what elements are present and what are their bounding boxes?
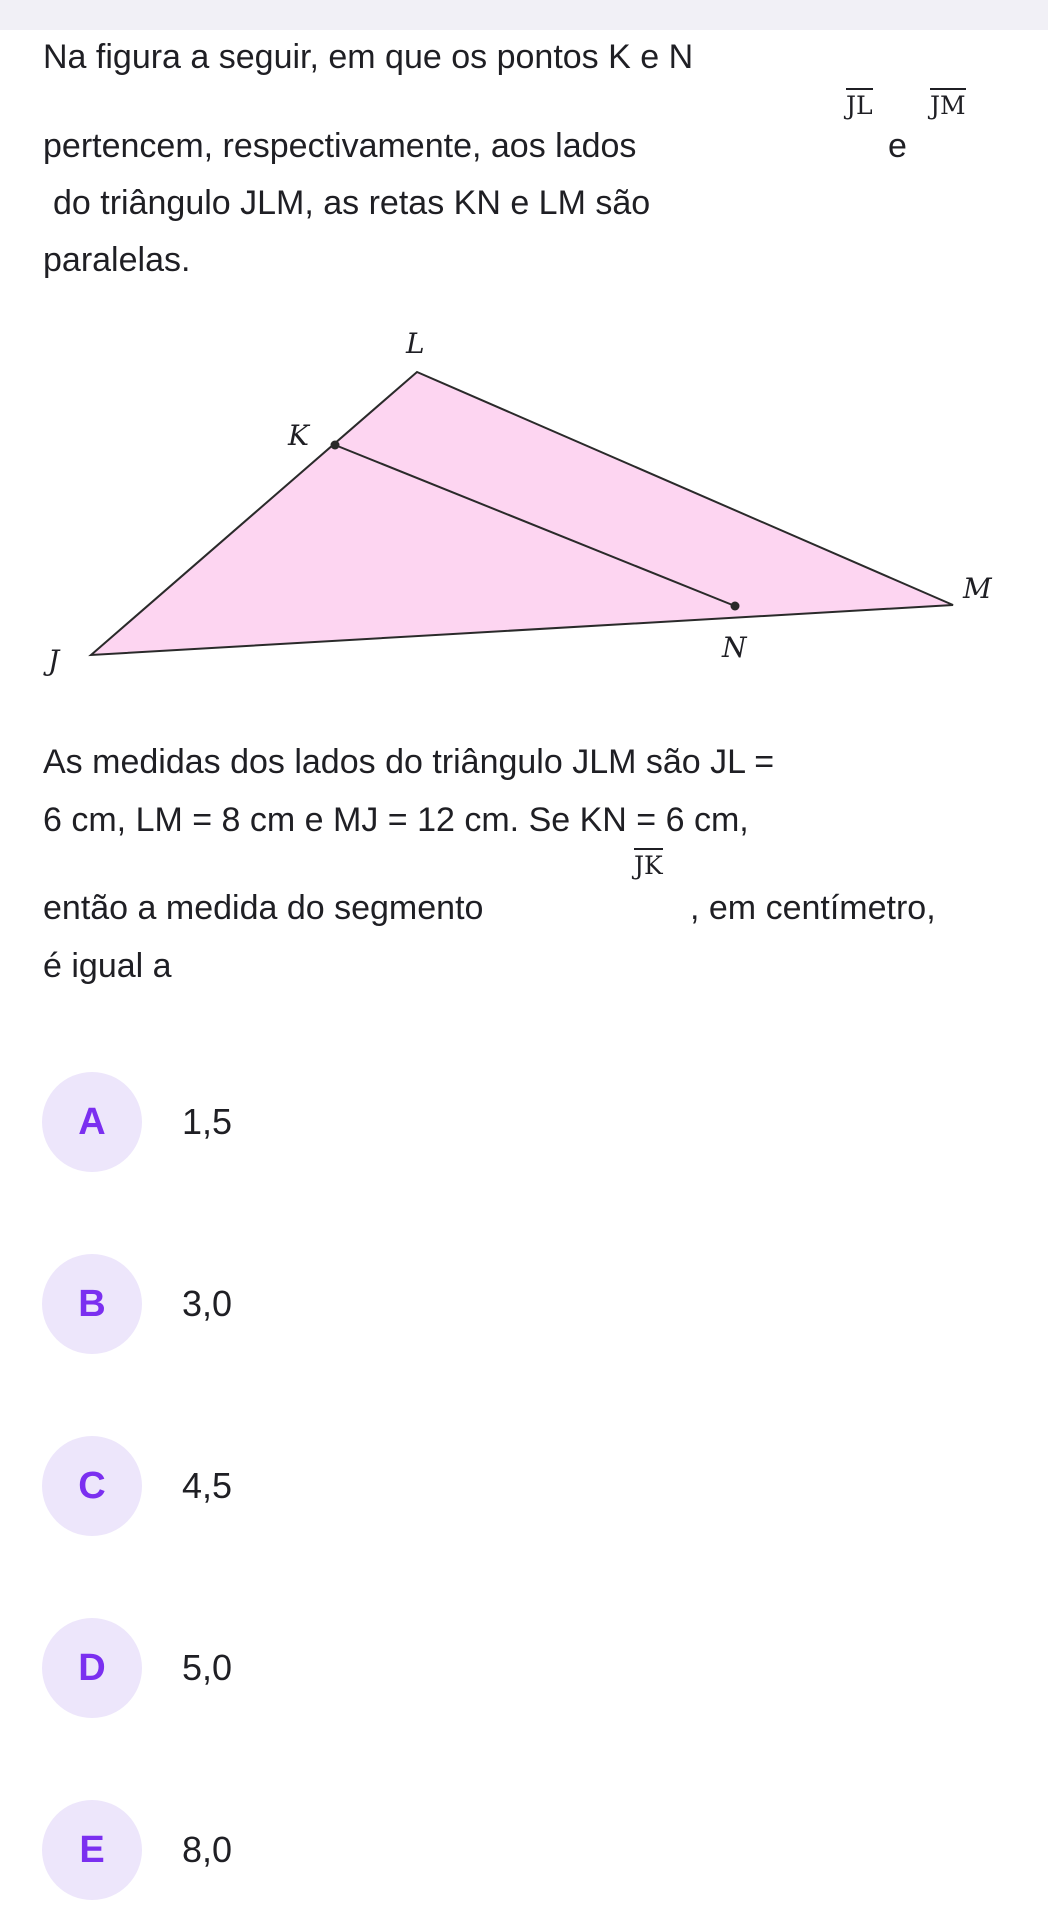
triangle-jlm	[91, 372, 953, 655]
segment-jm: JM	[930, 92, 966, 120]
question-line-2a: pertencem, respectivamente, aos lados	[43, 127, 637, 165]
label-l: L	[406, 327, 425, 360]
label-k: K	[288, 419, 309, 452]
label-m: M	[963, 572, 992, 605]
label-n: N	[722, 631, 747, 664]
option-e-text: 8,0	[182, 1829, 233, 1870]
option-b[interactable]	[42, 1254, 642, 1354]
option-b-letter: B	[42, 1254, 142, 1354]
option-c[interactable]	[42, 1436, 642, 1536]
point-n	[731, 602, 740, 611]
segment-jl: JL	[846, 92, 873, 120]
option-a-letter: A	[42, 1072, 142, 1172]
segment-jk: JK	[634, 852, 663, 880]
option-b-text: 3,0	[182, 1283, 233, 1324]
option-a[interactable]	[42, 1072, 642, 1172]
option-a-text: 1,5	[182, 1101, 233, 1142]
question-line-2b: e	[888, 127, 907, 165]
option-d-letter: D	[42, 1618, 142, 1718]
question-line-1: Na figura a seguir, em que os pontos K e N	[43, 38, 694, 76]
option-e[interactable]	[42, 1800, 642, 1900]
option-d-text: 5,0	[182, 1647, 233, 1688]
option-e-letter: E	[42, 1800, 142, 1900]
question-line-4: paralelas.	[43, 241, 191, 279]
question-line-7a: então a medida do segmento	[43, 889, 484, 927]
option-c-text: 4,5	[182, 1465, 233, 1506]
option-c-letter: C	[42, 1436, 142, 1536]
top-bar	[0, 0, 1048, 30]
point-k	[331, 441, 340, 450]
question-line-6: 6 cm, LM = 8 cm e MJ = 12 cm. Se KN = 6 cm,	[43, 801, 749, 839]
triangle-figure	[40, 325, 1020, 685]
question-line-8: é igual a	[43, 947, 172, 985]
question-line-3: do triângulo JLM, as retas KN e LM são	[53, 184, 651, 222]
option-d[interactable]	[42, 1618, 642, 1718]
question-line-7b: , em centímetro,	[690, 889, 936, 927]
label-j: J	[48, 644, 60, 677]
question-line-5: As medidas dos lados do triângulo JLM são JL =	[43, 743, 775, 781]
